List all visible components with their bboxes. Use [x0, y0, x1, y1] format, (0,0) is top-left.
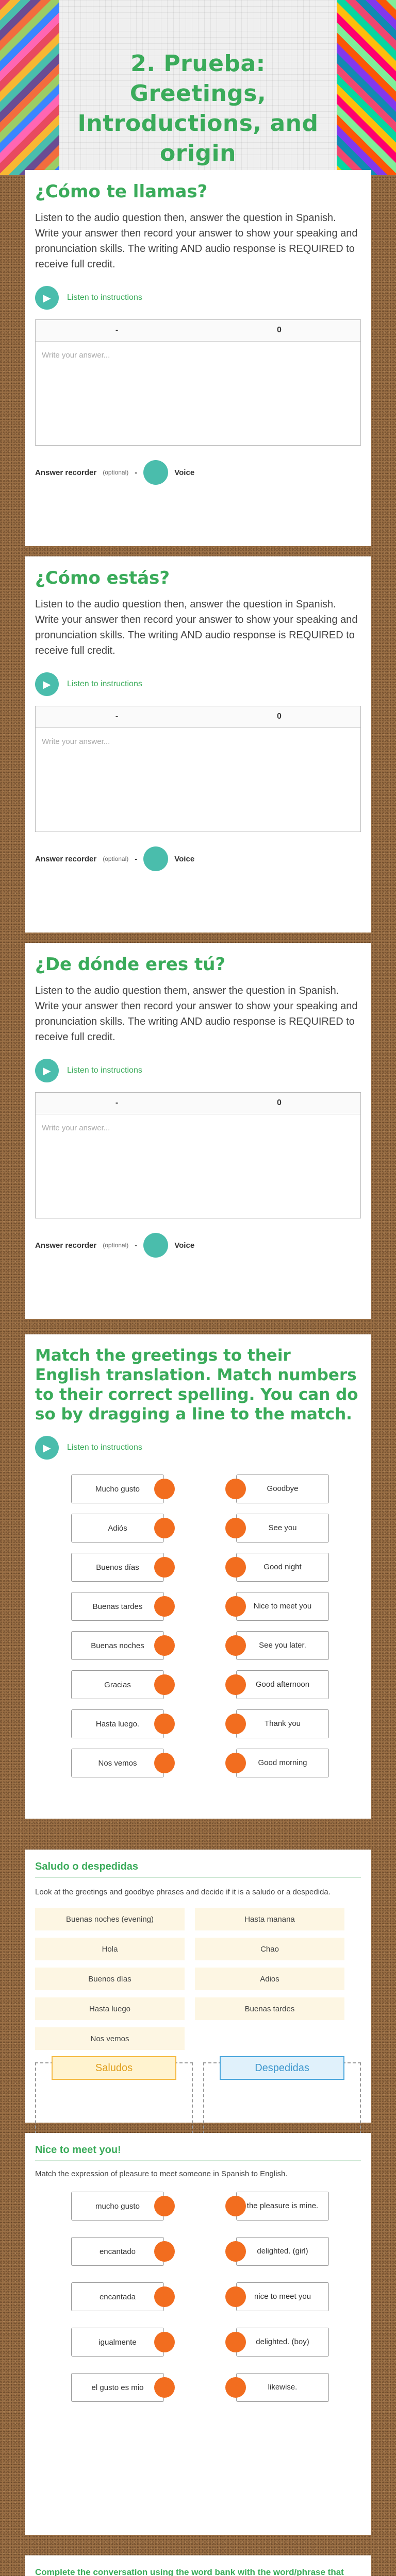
sort-item[interactable]: Nos vemos — [35, 2027, 185, 2050]
match-right-item[interactable]: Good night — [236, 1553, 329, 1582]
match-row — [35, 1665, 361, 1704]
answer-recorder: Answer recorder (optional) - Voice — [35, 1233, 361, 1258]
sort-item[interactable]: Hasta manana — [195, 1908, 344, 1930]
match-row — [35, 2229, 361, 2274]
record-voice-button[interactable] — [143, 460, 168, 485]
toolbar-minus-button[interactable]: - — [115, 1098, 119, 1107]
editor-toolbar — [36, 320, 360, 342]
match-card-greetings — [25, 1334, 371, 1819]
answer-editor[interactable] — [35, 319, 361, 446]
question-heading: ¿Cómo te llamas? — [35, 181, 208, 202]
sort-item[interactable]: Adios — [195, 1968, 344, 1990]
sort-item[interactable]: Hola — [35, 1938, 185, 1960]
match-left-item[interactable]: el gusto es mio — [71, 2373, 164, 2402]
question-instructions: Listen to the audio question then, answer the question in Spanish. Write your answer then record your answer to show your speaking and pronunciation skills. The writing AND audio response is REQUIRED to receive full credit. — [35, 212, 358, 270]
connector-dot[interactable] — [225, 2196, 246, 2216]
answer-editor[interactable] — [35, 706, 361, 832]
match-row — [35, 1548, 361, 1587]
question-heading: ¿De dónde eres tú? — [35, 954, 226, 975]
answer-input[interactable]: Write your answer... — [42, 1124, 110, 1132]
match-left-item[interactable]: Gracias — [71, 1670, 164, 1699]
answer-editor[interactable] — [35, 1092, 361, 1218]
connector-dot[interactable] — [225, 1635, 246, 1656]
page-title: 2. Prueba: Greetings, Introductions, and origin — [77, 50, 319, 166]
category-label-saludos: Saludos — [52, 2056, 176, 2080]
match-row — [35, 2274, 361, 2319]
question-card-1 — [25, 170, 371, 546]
connector-dot[interactable] — [225, 1674, 246, 1695]
toolbar-zero-button[interactable]: 0 — [277, 326, 282, 334]
match-right-item[interactable]: Goodbye — [236, 1475, 329, 1503]
play-icon: ▶ — [35, 672, 59, 696]
answer-recorder: Answer recorder (optional) - Voice — [35, 846, 361, 871]
sort-item[interactable]: Chao — [195, 1938, 344, 1960]
match-left-item[interactable]: Buenas noches — [71, 1631, 164, 1660]
page-header — [0, 0, 396, 175]
match-right-item[interactable]: nice to meet you — [236, 2282, 329, 2311]
chevron-pattern-left — [0, 0, 59, 175]
connector-dot[interactable] — [154, 1557, 175, 1578]
match-row — [35, 2183, 361, 2229]
question-card-2 — [25, 556, 371, 933]
connector-dot[interactable] — [225, 1753, 246, 1773]
question-card-3 — [25, 943, 371, 1319]
play-icon: ▶ — [35, 286, 59, 310]
sort-heading: Saludo o despedidas — [35, 1861, 361, 1878]
match-left-item[interactable]: encantado — [71, 2237, 164, 2266]
listen-instructions-button[interactable] — [35, 670, 361, 699]
connector-dot[interactable] — [154, 2196, 175, 2216]
match-row — [35, 1469, 361, 1509]
connector-dot[interactable] — [225, 1596, 246, 1617]
connector-dot[interactable] — [225, 1479, 246, 1499]
match-right-item[interactable]: likewise. — [236, 2373, 329, 2402]
match-row — [35, 1509, 361, 1548]
match-row — [35, 1626, 361, 1665]
sort-item[interactable]: Buenos días — [35, 1968, 185, 1990]
toolbar-zero-button[interactable]: 0 — [277, 712, 282, 721]
recorder-optional: (optional) — [103, 469, 129, 476]
match-left-item[interactable]: Nos vemos — [71, 1749, 164, 1777]
category-label-despedidas: Despedidas — [220, 2056, 344, 2080]
connector-dot[interactable] — [225, 2377, 246, 2398]
connector-dot[interactable] — [154, 1596, 175, 1617]
sort-item[interactable]: Buenas tardes — [195, 1997, 344, 2020]
sort-instructions: Look at the greetings and goodbye phrases and decide if it is a saludo or a despedida. — [35, 1888, 331, 1896]
match-right-item[interactable]: Good morning — [236, 1749, 329, 1777]
toolbar-minus-button[interactable]: - — [115, 326, 119, 334]
record-voice-button[interactable] — [143, 1233, 168, 1258]
match2-rows — [35, 2183, 361, 2410]
answer-input[interactable]: Write your answer... — [42, 737, 110, 746]
chevron-pattern-right — [337, 0, 396, 175]
match-right-item[interactable]: the pleasure is mine. — [236, 2192, 329, 2221]
match-left-item[interactable]: Buenas tardes — [71, 1592, 164, 1621]
play-icon: ▶ — [35, 1436, 59, 1460]
recorder-label: Answer recorder — [35, 1241, 97, 1250]
connector-dot[interactable] — [154, 1753, 175, 1773]
match-card-pleasure — [25, 2133, 371, 2535]
match2-instructions: Match the expression of pleasure to meet someone in Spanish to English. — [35, 2170, 288, 2178]
question-instructions: Listen to the audio question them, answer the question in Spanish. Write your answer then record your answer to show your speaking and pronunciation skills. The writing AND audio response is REQUIRED to receive full credit. — [35, 985, 358, 1043]
play-icon: ▶ — [35, 1059, 59, 1082]
connector-dot[interactable] — [154, 1674, 175, 1695]
match-right-item[interactable]: delighted. (girl) — [236, 2237, 329, 2266]
connector-dot[interactable] — [154, 1479, 175, 1499]
connector-dot[interactable] — [225, 1518, 246, 1538]
recorder-voice-label: Voice — [174, 1241, 195, 1250]
match-row — [35, 1704, 361, 1743]
dialog-heading: Complete the conversation using the word bank with the word/phrase that — [35, 2567, 361, 2576]
sort-items — [35, 1908, 361, 2050]
sort-item[interactable]: Buenas noches (evening) — [35, 1908, 185, 1930]
recorder-voice-label: Voice — [174, 854, 195, 863]
listen-label: Listen to instructions — [67, 293, 142, 302]
match-left-item[interactable]: igualmente — [71, 2328, 164, 2357]
listen-instructions-button[interactable] — [35, 1433, 361, 1462]
listen-label: Listen to instructions — [67, 680, 142, 688]
connector-dot[interactable] — [154, 2332, 175, 2352]
connector-dot[interactable] — [225, 2332, 246, 2352]
match-left-item[interactable]: Mucho gusto — [71, 1475, 164, 1503]
dialog-card — [25, 2555, 371, 2576]
recorder-optional: (optional) — [103, 855, 129, 862]
match-row — [35, 1587, 361, 1626]
sort-item[interactable]: Hasta luego — [35, 1997, 185, 2020]
match-row — [35, 1743, 361, 1783]
match-heading: Match the greetings to their English translation. Match numbers to their correct spelling. You can do so by dragging a line to the match. — [35, 1346, 358, 1423]
connector-dot[interactable] — [154, 1714, 175, 1734]
listen-instructions-button[interactable] — [35, 283, 361, 312]
listen-label: Listen to instructions — [67, 1443, 142, 1452]
sort-card — [25, 1850, 371, 2123]
record-voice-button[interactable] — [143, 846, 168, 871]
match-left-item[interactable]: Hasta luego. — [71, 1709, 164, 1738]
question-instructions: Listen to the audio question then, answer the question in Spanish. Write your answer then record your answer to show your speaking and pronunciation skills. The writing AND audio response is REQUIRED to receive full credit. — [35, 599, 358, 656]
connector-dot[interactable] — [154, 2377, 175, 2398]
connector-dot[interactable] — [225, 1714, 246, 1734]
recorder-voice-label: Voice — [174, 468, 195, 477]
recorder-optional: (optional) — [103, 1242, 129, 1249]
connector-dot[interactable] — [225, 1557, 246, 1578]
answer-recorder: Answer recorder (optional) - Voice — [35, 460, 361, 485]
match2-heading: Nice to meet you! — [35, 2144, 361, 2161]
connector-dot[interactable] — [225, 2286, 246, 2307]
match-right-item[interactable]: Nice to meet you — [236, 1592, 329, 1621]
match-row — [35, 2319, 361, 2365]
match-rows — [35, 1469, 361, 1783]
match-row — [35, 2365, 361, 2410]
connector-dot[interactable] — [225, 2241, 246, 2262]
question-heading: ¿Cómo estás? — [35, 568, 170, 588]
connector-dot[interactable] — [154, 1635, 175, 1656]
listen-instructions-button[interactable] — [35, 1056, 361, 1085]
match-left-item[interactable]: mucho gusto — [71, 2192, 164, 2221]
connector-dot[interactable] — [154, 2286, 175, 2307]
toolbar-minus-button[interactable]: - — [115, 712, 119, 721]
match-right-item[interactable]: delighted. (boy) — [236, 2328, 329, 2357]
connector-dot[interactable] — [154, 1518, 175, 1538]
match-right-item[interactable]: See you later. — [236, 1631, 329, 1660]
listen-label: Listen to instructions — [67, 1066, 142, 1075]
match-left-item[interactable]: encantada — [71, 2282, 164, 2311]
recorder-label: Answer recorder — [35, 854, 97, 863]
answer-input[interactable]: Write your answer... — [42, 351, 110, 360]
toolbar-zero-button[interactable]: 0 — [277, 1098, 282, 1107]
match-right-item[interactable]: See you — [236, 1514, 329, 1543]
match-left-item[interactable]: Buenos días — [71, 1553, 164, 1582]
recorder-label: Answer recorder — [35, 468, 97, 477]
match-right-item[interactable]: Good afternoon — [236, 1670, 329, 1699]
match-right-item[interactable]: Thank you — [236, 1709, 329, 1738]
editor-toolbar — [36, 706, 360, 728]
match-left-item[interactable]: Adiós — [71, 1514, 164, 1543]
editor-toolbar — [36, 1093, 360, 1114]
connector-dot[interactable] — [154, 2241, 175, 2262]
